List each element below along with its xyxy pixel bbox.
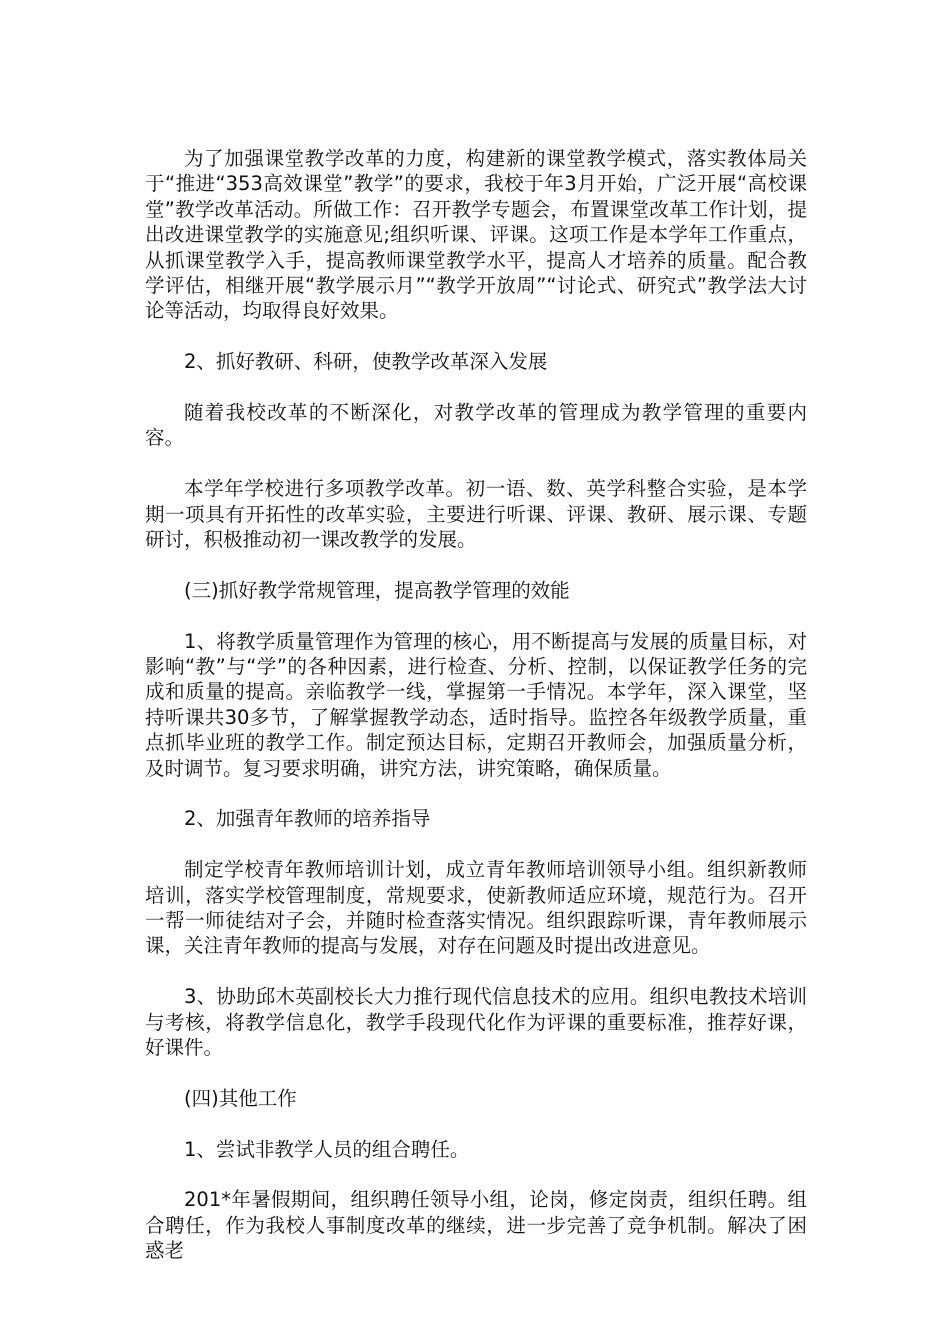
heading-routine-management: (三)抓好教学常规管理，提高教学管理的效能 (184, 578, 570, 602)
paragraph-quality-management: 1、将教学质量管理作为管理的核心，用不断提高与发展的质量目标，对影响“教”与“学”的各种因素，进行检查、分析、控制，以保证教学任务的完成和质量的提高。亲临教学一线，掌握第一手情况。本学年，深入课堂，坚持听课共30多节，了解掌握教学动态，适时指导。监控各年级教学质量，重点抓毕业班的教学工作。制定预达目标，定期召开教师会，加强质量分析，及时调节。复习要求明确，讲究方法，讲究策略，确保质量。 (145, 629, 807, 780)
heading-teaching-research: 2、抓好教研、科研，使教学改革深入发展 (184, 350, 548, 374)
paragraph-information-technology: 3、协助邱木英副校长大力推行现代信息技术的应用。组织电教技术培训与考核，将教学信息化，教学手段现代化作为评课的重要标准，推荐好课，好课件。 (145, 985, 807, 1060)
paragraph-classroom-reform: 为了加强课堂教学改革的力度，构建新的课堂教学模式，落实教体局关于“推进“353高效课堂”教学”的要求，我校于年3月开始，广泛开展“高校课堂”教学改革活动。所做工作：召开教学专题会，布置课堂改革工作计划，提出改进课堂教学的实施意见;组织听课、评课。这项工作是本学年工作重点，从抓课堂教学入手，提高教师课堂教学水平，提高人才培养的质量。配合教学评估，相继开展“教学展示月”“教学开放周”“讨论式、研究式”教学法大讨论等活动，均取得良好效果。 (145, 147, 807, 323)
document-body (145, 146, 807, 1264)
heading-other-work: (四)其他工作 (184, 1086, 297, 1110)
paragraph-reform-management: 随着我校改革的不断深化，对教学改革的管理成为教学管理的重要内容。 (145, 401, 807, 450)
paragraph-appointment-details: 201*年暑假期间，组织聘任领导小组，论岗，修定岗责，组织任聘。组合聘任，作为我校人事制度改革的继续，进一步完善了竞争机制。解决了困惑老 (145, 1188, 807, 1263)
heading-staff-appointment: 1、尝试非教学人员的组合聘任。 (184, 1137, 470, 1161)
heading-young-teachers: 2、加强青年教师的培养指导 (184, 807, 431, 831)
paragraph-reform-experiments: 本学年学校进行多项教学改革。初一语、数、英学科整合实验，是本学期一项具有开拓性的改革实验，主要进行听课、评课、教研、展示课、专题研讨，积极推动初一课改教学的发展。 (145, 477, 807, 552)
paragraph-young-teacher-training: 制定学校青年教师培训计划，成立青年教师培训领导小组。组织新教师培训，落实学校管理制度，常规要求，使新教师适应环境，规范行为。召开一帮一师徒结对子会，并随时检查落实情况。组织跟踪听课，青年教师展示课，关注青年教师的提高与发展，对存在问题及时提出改进意见。 (145, 858, 807, 958)
